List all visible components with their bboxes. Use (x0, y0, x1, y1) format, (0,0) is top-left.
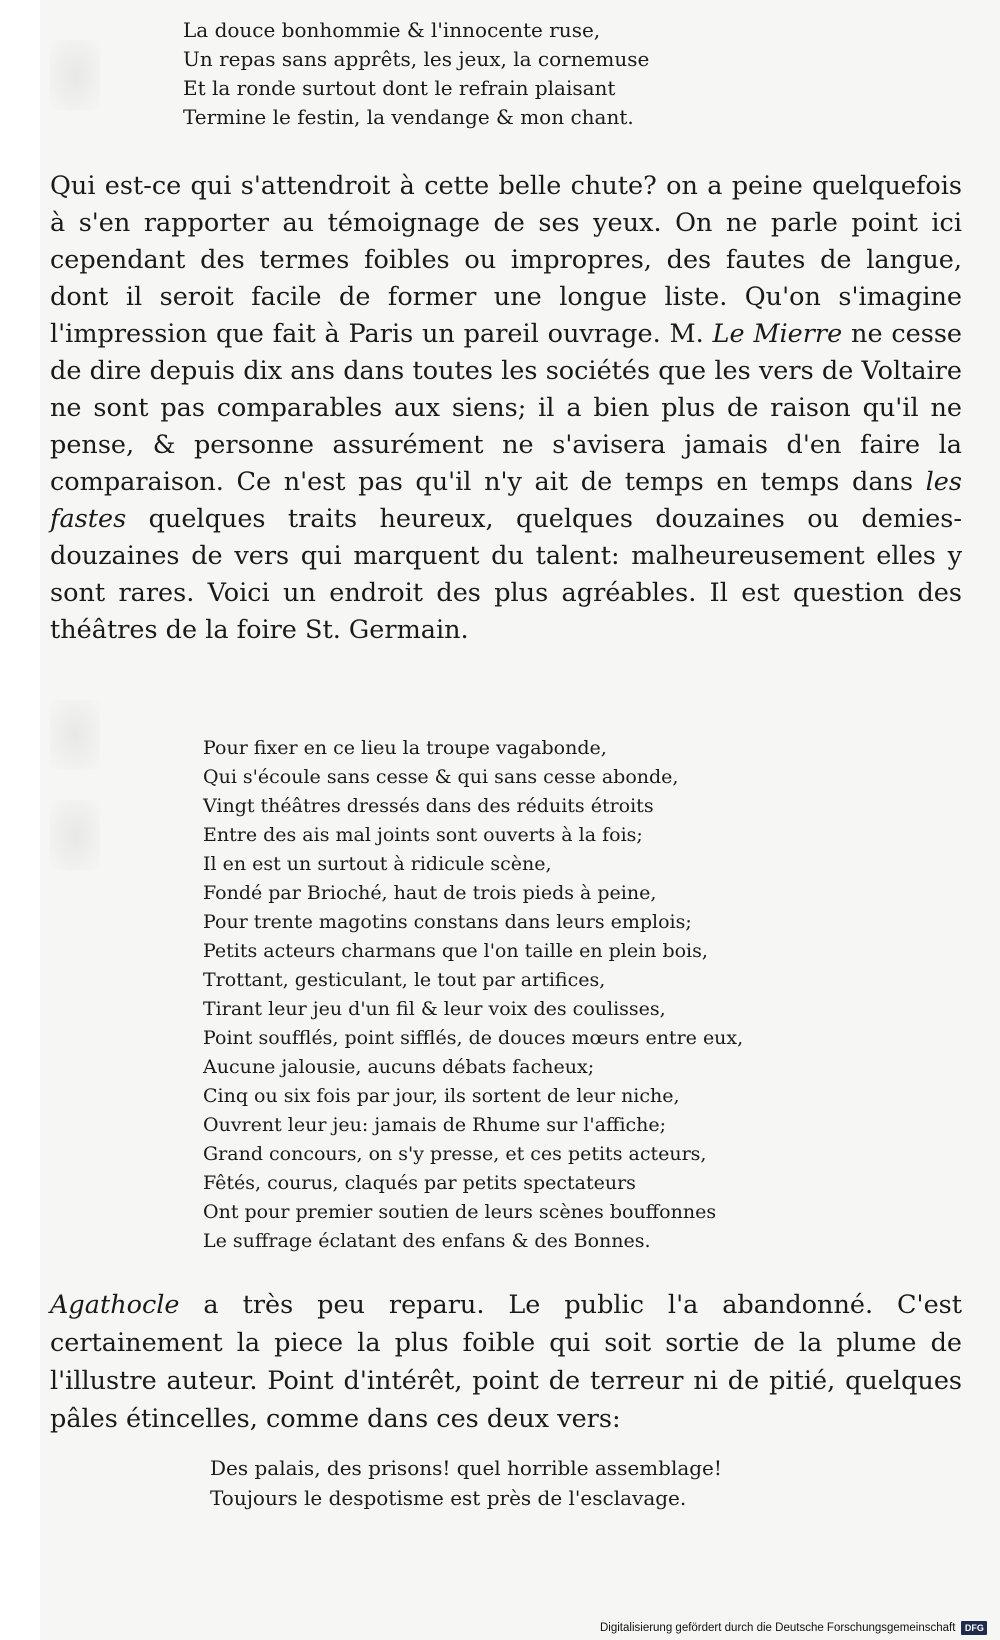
verse-line: Grand concours, on s'y presse, et ces petits acteurs, (203, 1143, 707, 1165)
verse-line: Toujours le despotisme est près de l'esclavage. (210, 1486, 687, 1510)
digitization-credit (600, 1618, 987, 1638)
verse-line: Trottant, gesticulant, le tout par artifices, (203, 969, 606, 991)
dfg-logo-icon: DFG (961, 1621, 987, 1635)
verse-line: Cinq ou six fois par jour, ils sortent de leur niche, (203, 1085, 680, 1107)
prose-text: a très peu reparu. Le public l'a abandonné. C'est certainement la piece la plus foible qui soit sortie de la plume de l'illustre auteur. Point d'intérêt, point de terreur ni de pitié, quelques pâles étincelles, comme dans ces deux vers: (50, 1290, 962, 1434)
prose-text: quelques traits heureux, quelques douzaines ou demies-douzaines de vers qui marquent du talent: malheureusement elles y sont rares. Voici un endroit des plus agréables. Il est question des théâtres de la foire St. Germain. (50, 504, 962, 645)
verse-line: Tirant leur jeu d'un fil & leur voix des coulisses, (203, 998, 666, 1020)
verse-line: Pour trente magotins constans dans leurs emplois; (203, 911, 692, 933)
verse-line: Ouvrent leur jeu: jamais de Rhume sur l'affiche; (203, 1114, 667, 1136)
verse-line: Fêtés, courus, claqués par petits spectateurs (203, 1172, 636, 1194)
bleed-through-mark (50, 800, 100, 870)
verse-line: Fondé par Brioché, haut de trois pieds à peine, (203, 882, 657, 904)
verse-line: Un repas sans apprêts, les jeux, la cornemuse (183, 47, 650, 71)
prose-paragraph-2 (50, 1286, 962, 1438)
credit-text: Digitalisierung gefördert durch die Deutsche Forschungsgemeinschaft (600, 1622, 956, 1634)
verse-line: Qui s'écoule sans cesse & qui sans cesse abonde, (203, 766, 679, 788)
work-title: Agathocle (50, 1290, 180, 1320)
author-name: Le Mierre (712, 319, 843, 349)
verse-block-bottom (210, 1453, 722, 1513)
verse-line: Aucune jalousie, aucuns débats facheux; (203, 1056, 595, 1078)
verse-block-top (183, 16, 649, 132)
verse-line: Pour fixer en ce lieu la troupe vagabonde, (203, 737, 607, 759)
work-title: les fastes (50, 467, 962, 534)
verse-line: Des palais, des prisons! quel horrible assemblage! (210, 1456, 722, 1480)
verse-line: Et la ronde surtout dont le refrain plaisant (183, 76, 616, 100)
author-prefix: M. (669, 319, 704, 349)
prose-text: ne cesse de dire depuis dix ans dans toutes les sociétés que les vers de Voltaire ne sont pas comparables aux siens; il a bien plus de raison qu'il ne pense, & personne assurément ne s'avisera jamais d'en faire la comparaison. Ce n'est pas qu'il n'y ait de temps en temps dans (50, 319, 962, 497)
prose-text: Qui est-ce qui s'attendroit à cette belle chute? on a peine quelquefois à s'en rapporter au témoignage de ses yeux. On ne parle point ici cependant des termes foibles ou impropres, des fautes de langue, dont il seroit facile de former une longue liste. Qu'on s'imagine l'impression que fait à Paris un pareil ouvrage. (50, 171, 962, 349)
verse-line: Entre des ais mal joints sont ouverts à la fois; (203, 824, 643, 846)
prose-paragraph-1 (50, 168, 962, 649)
verse-line: La douce bonhommie & l'innocente ruse, (183, 18, 601, 42)
verse-line: Il en est un surtout à ridicule scène, (203, 853, 552, 875)
verse-line: Point soufflés, point sifflés, de douces mœurs entre eux, (203, 1027, 744, 1049)
verse-line: Vingt théâtres dressés dans des réduits étroits (203, 795, 654, 817)
verse-line: Le suffrage éclatant des enfans & des Bonnes. (203, 1230, 651, 1252)
verse-block-middle (203, 734, 743, 1256)
verse-line: Petits acteurs charmans que l'on taille en plein bois, (203, 940, 708, 962)
scanned-page (40, 0, 1000, 1640)
verse-line: Termine le festin, la vendange & mon chant. (183, 105, 634, 129)
verse-line: Ont pour premier soutien de leurs scènes bouffonnes (203, 1201, 717, 1223)
bleed-through-mark (50, 40, 100, 110)
bleed-through-mark (50, 700, 100, 770)
